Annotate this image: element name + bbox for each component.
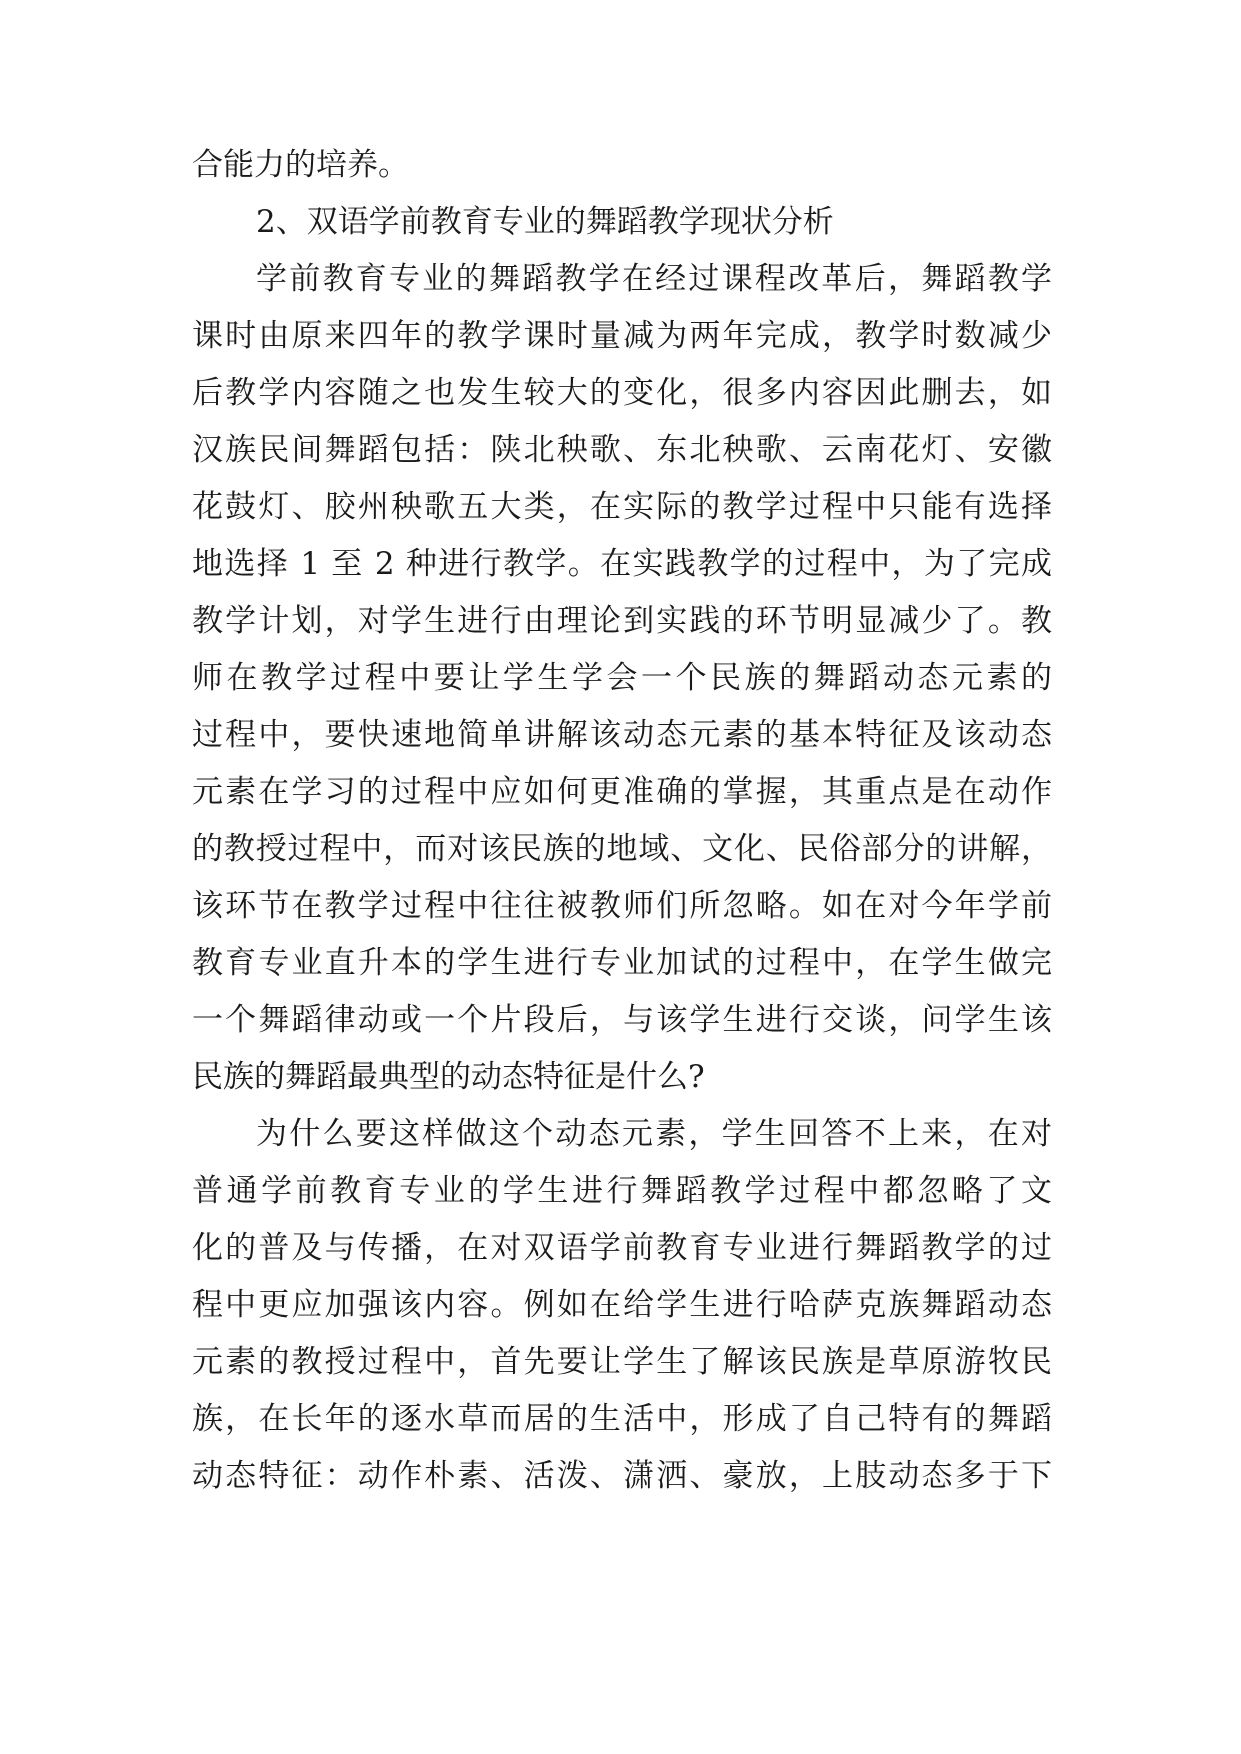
paragraph-line: 地选择 1 至 2 种进行教学。在实践教学的过程中，为了完成 [192, 546, 1052, 582]
paragraph-line: 合能力的培养。 [192, 147, 409, 183]
paragraph-line: 族，在长年的逐水草而居的生活中，形成了自己特有的舞蹈 [192, 1401, 1052, 1437]
paragraph-line: 化的普及与传播，在对双语学前教育专业进行舞蹈教学的过 [192, 1230, 1052, 1266]
paragraph-line: 民族的舞蹈最典型的动态特征是什么? [192, 1059, 705, 1095]
paragraph-line: 课时由原来四年的教学课时量减为两年完成，教学时数减少 [192, 318, 1052, 354]
paragraph-line: 后教学内容随之也发生较大的变化，很多内容因此删去，如 [192, 375, 1052, 411]
paragraph-line: 普通学前教育专业的学生进行舞蹈教学过程中都忽略了文 [192, 1173, 1052, 1209]
paragraph-line: 汉族民间舞蹈包括：陕北秧歌、东北秧歌、云南花灯、安徽 [192, 432, 1052, 468]
section-heading: 2、双语学前教育专业的舞蹈教学现状分析 [256, 204, 834, 240]
paragraph-line: 花鼓灯、胶州秧歌五大类，在实际的教学过程中只能有选择 [192, 489, 1052, 525]
paragraph-line: 学前教育专业的舞蹈教学在经过课程改革后，舞蹈教学 [256, 261, 1052, 297]
paragraph-line: 过程中，要快速地简单讲解该动态元素的基本特征及该动态 [192, 717, 1052, 753]
paragraph-line: 元素的教授过程中，首先要让学生了解该民族是草原游牧民 [192, 1344, 1052, 1380]
paragraph-line: 教育专业直升本的学生进行专业加试的过程中，在学生做完 [192, 945, 1052, 981]
paragraph-line: 教学计划，对学生进行由理论到实践的环节明显减少了。教 [192, 603, 1052, 639]
paragraph-line: 程中更应加强该内容。例如在给学生进行哈萨克族舞蹈动态 [192, 1287, 1052, 1323]
paragraph-line: 的教授过程中，而对该民族的地域、文化、民俗部分的讲解， [192, 831, 1052, 867]
paragraph-line: 一个舞蹈律动或一个片段后，与该学生进行交谈，问学生该 [192, 1002, 1052, 1038]
paragraph-line: 元素在学习的过程中应如何更准确的掌握，其重点是在动作 [192, 774, 1052, 810]
paragraph-line: 动态特征：动作朴素、活泼、潇洒、豪放，上肢动态多于下 [192, 1458, 1052, 1494]
paragraph-line: 师在教学过程中要让学生学会一个民族的舞蹈动态元素的 [192, 660, 1052, 696]
paragraph-line: 为什么要这样做这个动态元素，学生回答不上来，在对 [256, 1116, 1052, 1152]
paragraph-line: 该环节在教学过程中往往被教师们所忽略。如在对今年学前 [192, 888, 1052, 924]
